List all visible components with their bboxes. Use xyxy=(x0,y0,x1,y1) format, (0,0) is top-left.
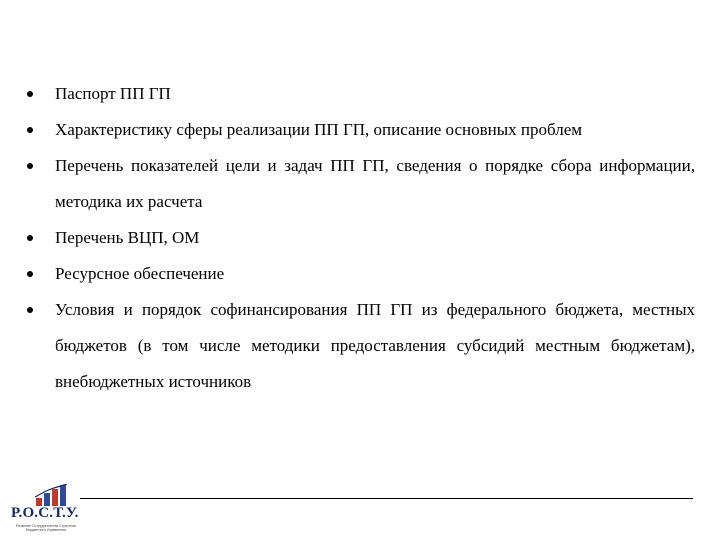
bullet-dot-icon xyxy=(27,91,33,97)
bullet-dot-icon xyxy=(27,271,33,277)
logo-bar xyxy=(52,489,58,506)
rostu-logo xyxy=(8,484,82,536)
bullet-dot-icon xyxy=(27,127,33,133)
bullet-text: Паспорт ПП ГП xyxy=(55,84,171,103)
logo-subtitle: Развитие Сотрудничества Стратегии Бюджетного Управления xyxy=(16,524,76,532)
bullet-dot-icon xyxy=(27,307,33,313)
bullet-list xyxy=(27,76,695,400)
footer-divider xyxy=(80,498,693,499)
bullet-item xyxy=(27,256,695,292)
bullet-item xyxy=(27,112,695,148)
bullet-text: Ресурсное обеспечение xyxy=(55,264,225,283)
logo-title: Р.О.С.Т.У. xyxy=(11,505,79,521)
bullet-dot-icon xyxy=(27,163,33,169)
growth-bars-icon xyxy=(34,484,74,506)
bullet-item xyxy=(27,292,695,400)
bullet-dot-icon xyxy=(27,235,33,241)
bullet-item xyxy=(27,148,695,220)
bullet-item xyxy=(27,220,695,256)
bullet-text: Перечень показателей цели и задач ПП ГП, сведения о порядке сбора информации, методика их расчета xyxy=(55,156,695,211)
bullet-item xyxy=(27,76,695,112)
bullet-text: Условия и порядок софинансирования ПП ГП из федерального бюджета, местных бюджетов (в том числе методики предоставления субсидий местным бюджетам), внебюджетных источников xyxy=(55,300,695,391)
logo-bar xyxy=(60,485,66,506)
bullet-text: Характеристику сферы реализации ПП ГП, описание основных проблем xyxy=(55,120,582,139)
bullet-text: Перечень ВЦП, ОМ xyxy=(55,228,200,247)
